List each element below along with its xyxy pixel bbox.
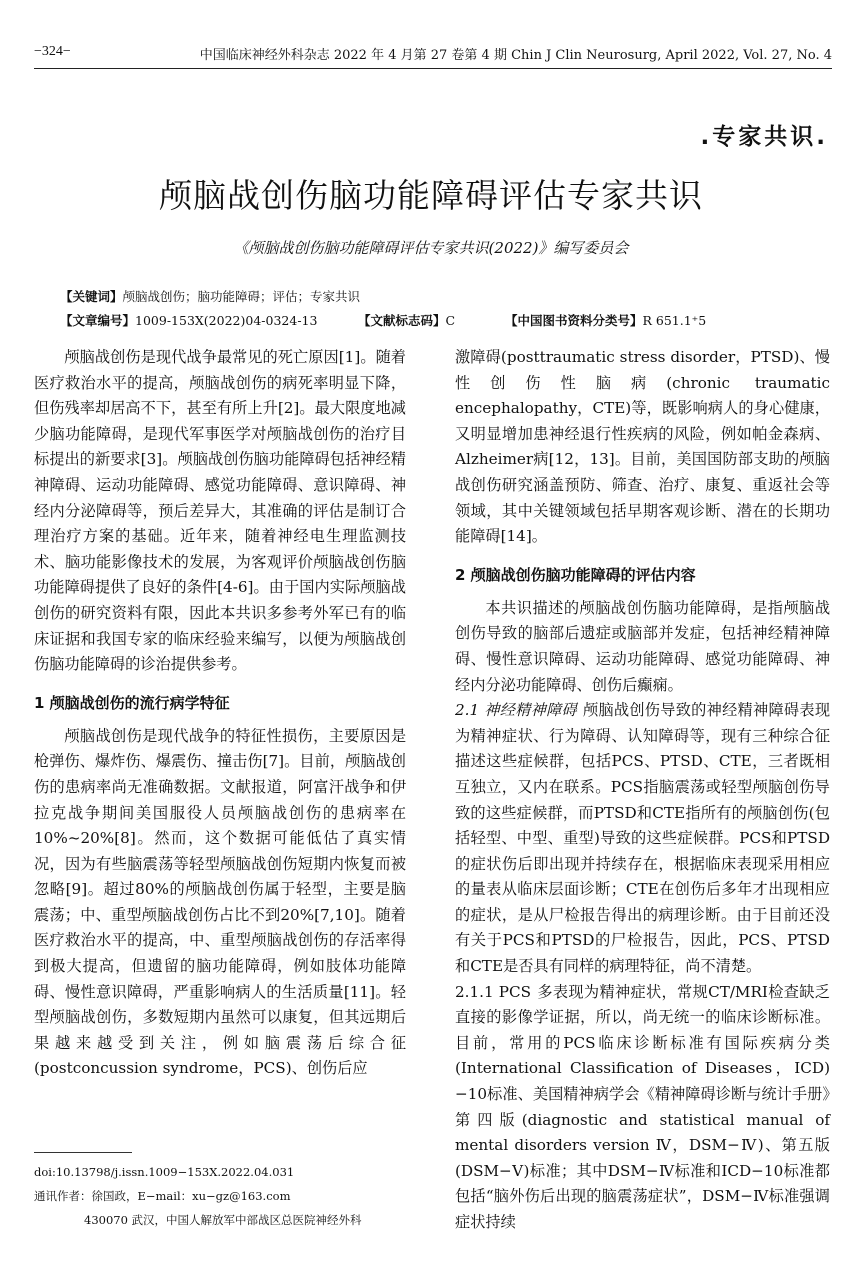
epidemiology-paragraph: 颅脑战创伤是现代战争的特征性损伤，主要原因是枪弹伤、爆炸伤、爆震伤、撞击伤[7]。目前，颅脑战创伤的患病率尚无准确数据。文献报道，阿富汗战争和伊拉克战争期间美国服役人员颅脑战创伤的患病率在10%~20%[8]。然而，这个数据可能低估了真实情况，因为有些脑震荡等轻型颅脑战创伤短期内恢复而被忽略[9]。超过80%的颅脑战创伤属于轻型，主要是脑震荡；中、重型颅脑战创伤占比不到20%[7,10]。随着医疗救治水平的提高，中、重型颅脑战创伤的存活率得到极大提高，但遗留的脑功能障碍，例如肢体功能障碍、慢性意识障碍，严重影响病人的生活质量[11]。轻型颅脑战创伤，多数短期内虽然可以康复，但其远期后果越来越受到关注，例如脑震荡后综合征(postconcussion syndrome，PCS)、创伤后应	[34, 726, 406, 1078]
author-line: 《颅脑战创伤脑功能障碍评估专家共识(2022)》编写委员会	[233, 239, 629, 257]
footnote-rule	[34, 1152, 132, 1153]
corresponding-author: 通讯作者：徐国政，E−mail：xu−gz@163.com	[34, 1189, 291, 1203]
clc-label: 【中国图书资料分类号】	[505, 313, 643, 328]
affiliation-address: 430070 武汉，中国人解放军中部战区总医院神经外科	[84, 1213, 362, 1227]
running-header	[34, 44, 832, 69]
clc-value: R 651.1⁺5	[642, 313, 707, 328]
left-column	[34, 345, 406, 1082]
subsection-2-1-label: 2.1 神经精神障碍	[455, 701, 577, 720]
journal-citation: 中国临床神经外科杂志 2022 年 4 月第 27 卷第 4 期 Chin J Clin Neurosurg, April 2022, Vol. 27, No. 4	[199, 48, 832, 63]
subsection-2-1-1-label: 2.1.1 PCS	[455, 982, 532, 1001]
clc-code	[505, 311, 706, 329]
right-column	[455, 345, 830, 1236]
classification-line	[60, 311, 822, 329]
article-no-label: 【文章编号】	[60, 313, 136, 328]
subsection-2-1-1	[455, 980, 830, 1236]
article-no-value: 1009-153X(2022)04-0324-13	[135, 313, 318, 328]
keywords-label: 【关键词】	[60, 289, 123, 304]
assessment-paragraph: 本共识描述的颅脑战创伤脑功能障碍，是指颅脑战创伤导致的脑部后遗症或脑部并发症，包括神经精神障碍、慢性意识障碍、运动功能障碍、感觉功能障碍、神经内分泌功能障碍、创伤后癫痫。	[455, 598, 830, 694]
subsection-2-1	[455, 698, 830, 980]
section-heading-2: 2 颅脑战创伤脑功能障碍的评估内容	[455, 565, 696, 584]
page-number: −324−	[34, 44, 71, 59]
doc-code-value: C	[445, 313, 456, 328]
continued-paragraph: 激障碍(posttraumatic stress disorder，PTSD)、慢性创伤性脑病(chronic traumatic encephalopathy，CTE)等，既影响病人的身心健康，又明显增加患神经退行性疾病的风险，例如帕金森病、Alzheimer病[12，13]。目前，美国国防部支助的颅脑战创伤研究涵盖预防、筛查、治疗、康复、重返社会等领域，其中关键领域包括早期客观诊断、潜在的长期功能障碍[14]。	[455, 348, 830, 546]
doi-line: doi:10.13798/j.issn.1009−153X.2022.04.031	[34, 1165, 295, 1179]
section-label: .专家共识.	[700, 124, 828, 150]
doc-code-label: 【文献标志码】	[358, 313, 446, 328]
doc-code	[358, 311, 455, 329]
keywords-line	[60, 287, 822, 305]
section-heading-1: 1 颅脑战创伤的流行病学特征	[34, 693, 230, 712]
subsection-2-1-1-text: 多表现为精神症状，常规CT/MRI检查缺乏直接的影像学证据，所以，尚无统一的临床诊断标准。目前，常用的PCS临床诊断标准有国际疾病分类(International Classification of Diseases，ICD)−10标准、美国精神病学会《精神障碍诊断与统计手册》第四版(diagnostic and statistical manual of mental disorders version Ⅳ，DSM−Ⅳ)、第五版(DSM−Ⅴ)标准；其中DSM−Ⅳ标准和ICD−10标准都包括“脑外伤后出现的脑震荡症状”，DSM−Ⅳ标准强调症状持续	[455, 982, 830, 1231]
article-title: 颅脑战创伤脑功能障碍评估专家共识	[159, 176, 703, 215]
keywords-value: 颅脑战创伤；脑功能障碍；评估；专家共识	[122, 289, 361, 304]
intro-paragraph: 颅脑战创伤是现代战争最常见的死亡原因[1]。随着医疗救治水平的提高，颅脑战创伤的病死率明显下降，但伤残率却居高不下，甚至有所上升[2]。最大限度地减少脑功能障碍，是现代军事医学对颅脑战创伤的治疗目标提出的新要求[3]。颅脑战创伤脑功能障碍包括神经精神障碍、运动功能障碍、感觉功能障碍、意识障碍、神经内分泌障碍等，预后差异大，其准确的评估是制订合理治疗方案的基础。近年来，随着神经电生理监测技术、脑功能影像技术的发展，为客观评价颅脑战创伤脑功能障碍提供了良好的条件[4-6]。由于国内实际颅脑战创伤的研究资料有限，因此本共识多参考外军已有的临床证据和我国专家的临床经验来编写，以便为颅脑战创伤脑功能障碍的诊治提供参考。	[34, 348, 406, 674]
subsection-2-1-text: 颅脑战创伤导致的神经精神障碍表现为精神症状、行为障碍、认知障碍等，现有三种综合征描述这些症候群，包括PCS、PTSD、CTE，三者既相互独立，又内在联系。PCS指脑震荡或轻型颅脑创伤导致的这些症候群，而PTSD和CTE指所有的颅脑创伤(包括轻型、中型、重型)导致的这些症候群。PCS和PTSD的症状伤后即出现并持续存在，根据临床表现采用相应的量表从临床层面诊断；CTE在创伤后多年才出现相应的症状，是从尸检报告得出的病理诊断。由于目前还没有关于PCS和PTSD的尸检报告，因此，PCS、PTSD和CTE是否具有同样的病理特征，尚不清楚。	[455, 701, 831, 976]
